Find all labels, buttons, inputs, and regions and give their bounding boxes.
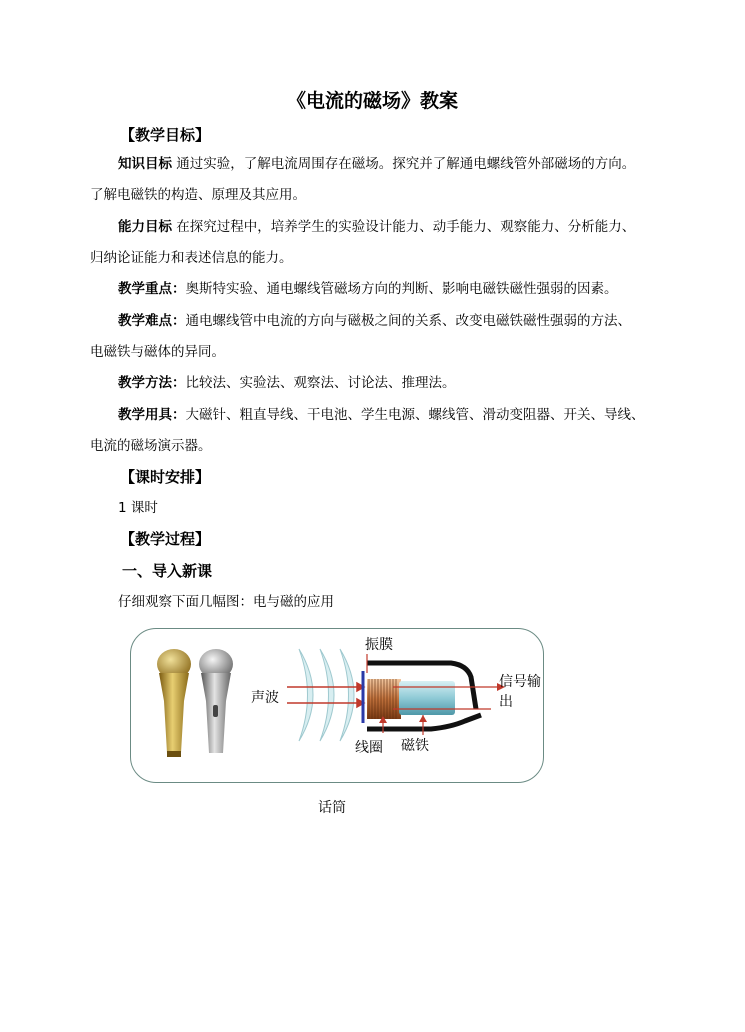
tools-line-1 bbox=[118, 405, 645, 425]
part1-heading: 一、导入新课 bbox=[122, 562, 213, 580]
keypoints-line bbox=[118, 279, 618, 299]
label-sound: 声波 bbox=[251, 690, 279, 706]
difficulties-line-1 bbox=[118, 311, 631, 331]
label-coil: 线圈 bbox=[355, 740, 383, 756]
methods-line bbox=[118, 373, 456, 393]
ability-label: 能力目标 bbox=[118, 219, 172, 235]
section-process: 【教学过程】 bbox=[120, 530, 211, 548]
knowledge-label: 知识目标 bbox=[118, 156, 172, 172]
silver-microphone-icon bbox=[199, 649, 233, 753]
section-schedule: 【课时安排】 bbox=[120, 468, 211, 486]
label-signal-2: 出 bbox=[499, 694, 513, 710]
knowledge-line-2: 了解电磁铁的构造、原理及其应用。 bbox=[90, 187, 306, 203]
difficulties-label: 教学难点： bbox=[118, 313, 186, 329]
gold-microphone-icon bbox=[157, 649, 191, 757]
magnet bbox=[399, 681, 455, 715]
tools-label: 教学用具： bbox=[118, 407, 186, 423]
tools-text-1: 大磁针、粗直导线、干电池、学生电源、螺线管、滑动变阻器、开关、导线、 bbox=[185, 407, 645, 423]
keypoints-label: 教学重点： bbox=[118, 281, 186, 297]
sound-wave-icon bbox=[299, 649, 354, 741]
label-magnet: 磁铁 bbox=[401, 738, 429, 754]
part1-intro: 仔细观察下面几幅图：电与磁的应用 bbox=[118, 594, 334, 610]
ability-line-2: 归纳论证能力和表述信息的能力。 bbox=[90, 250, 293, 266]
knowledge-text-1: 通过实验，了解电流周围存在磁场。探究并了解通电螺线管外部磁场的方向。 bbox=[176, 156, 636, 172]
section-objectives: 【教学目标】 bbox=[120, 126, 211, 144]
methods-label: 教学方法： bbox=[118, 375, 186, 391]
knowledge-line-1 bbox=[118, 154, 635, 174]
keypoints-text: 奥斯特实验、通电螺线管磁场方向的判断、影响电磁铁磁性强弱的因素。 bbox=[185, 281, 618, 297]
schedule-text: 1 课时 bbox=[118, 500, 158, 516]
difficulties-text-1: 通电螺线管中电流的方向与磁极之间的关系、改变电磁铁磁性强弱的方法、 bbox=[185, 313, 631, 329]
ability-line-1 bbox=[118, 217, 635, 237]
tools-line-2: 电流的磁场演示器。 bbox=[90, 438, 212, 454]
page-title: 《电流的磁场》教案 bbox=[286, 90, 458, 112]
figure-caption: 话筒 bbox=[318, 800, 346, 816]
methods-text: 比较法、实验法、观察法、讨论法、推理法。 bbox=[185, 375, 456, 391]
difficulties-line-2: 电磁铁与磁体的异同。 bbox=[90, 344, 225, 360]
label-signal-1: 信号输 bbox=[499, 674, 541, 690]
microphone-diagram bbox=[131, 629, 543, 782]
ability-text-1: 在探究过程中，培养学生的实验设计能力、动手能力、观察能力、分析能力、 bbox=[176, 219, 636, 235]
microphone-figure bbox=[130, 628, 544, 783]
label-diaphragm: 振膜 bbox=[365, 637, 393, 653]
